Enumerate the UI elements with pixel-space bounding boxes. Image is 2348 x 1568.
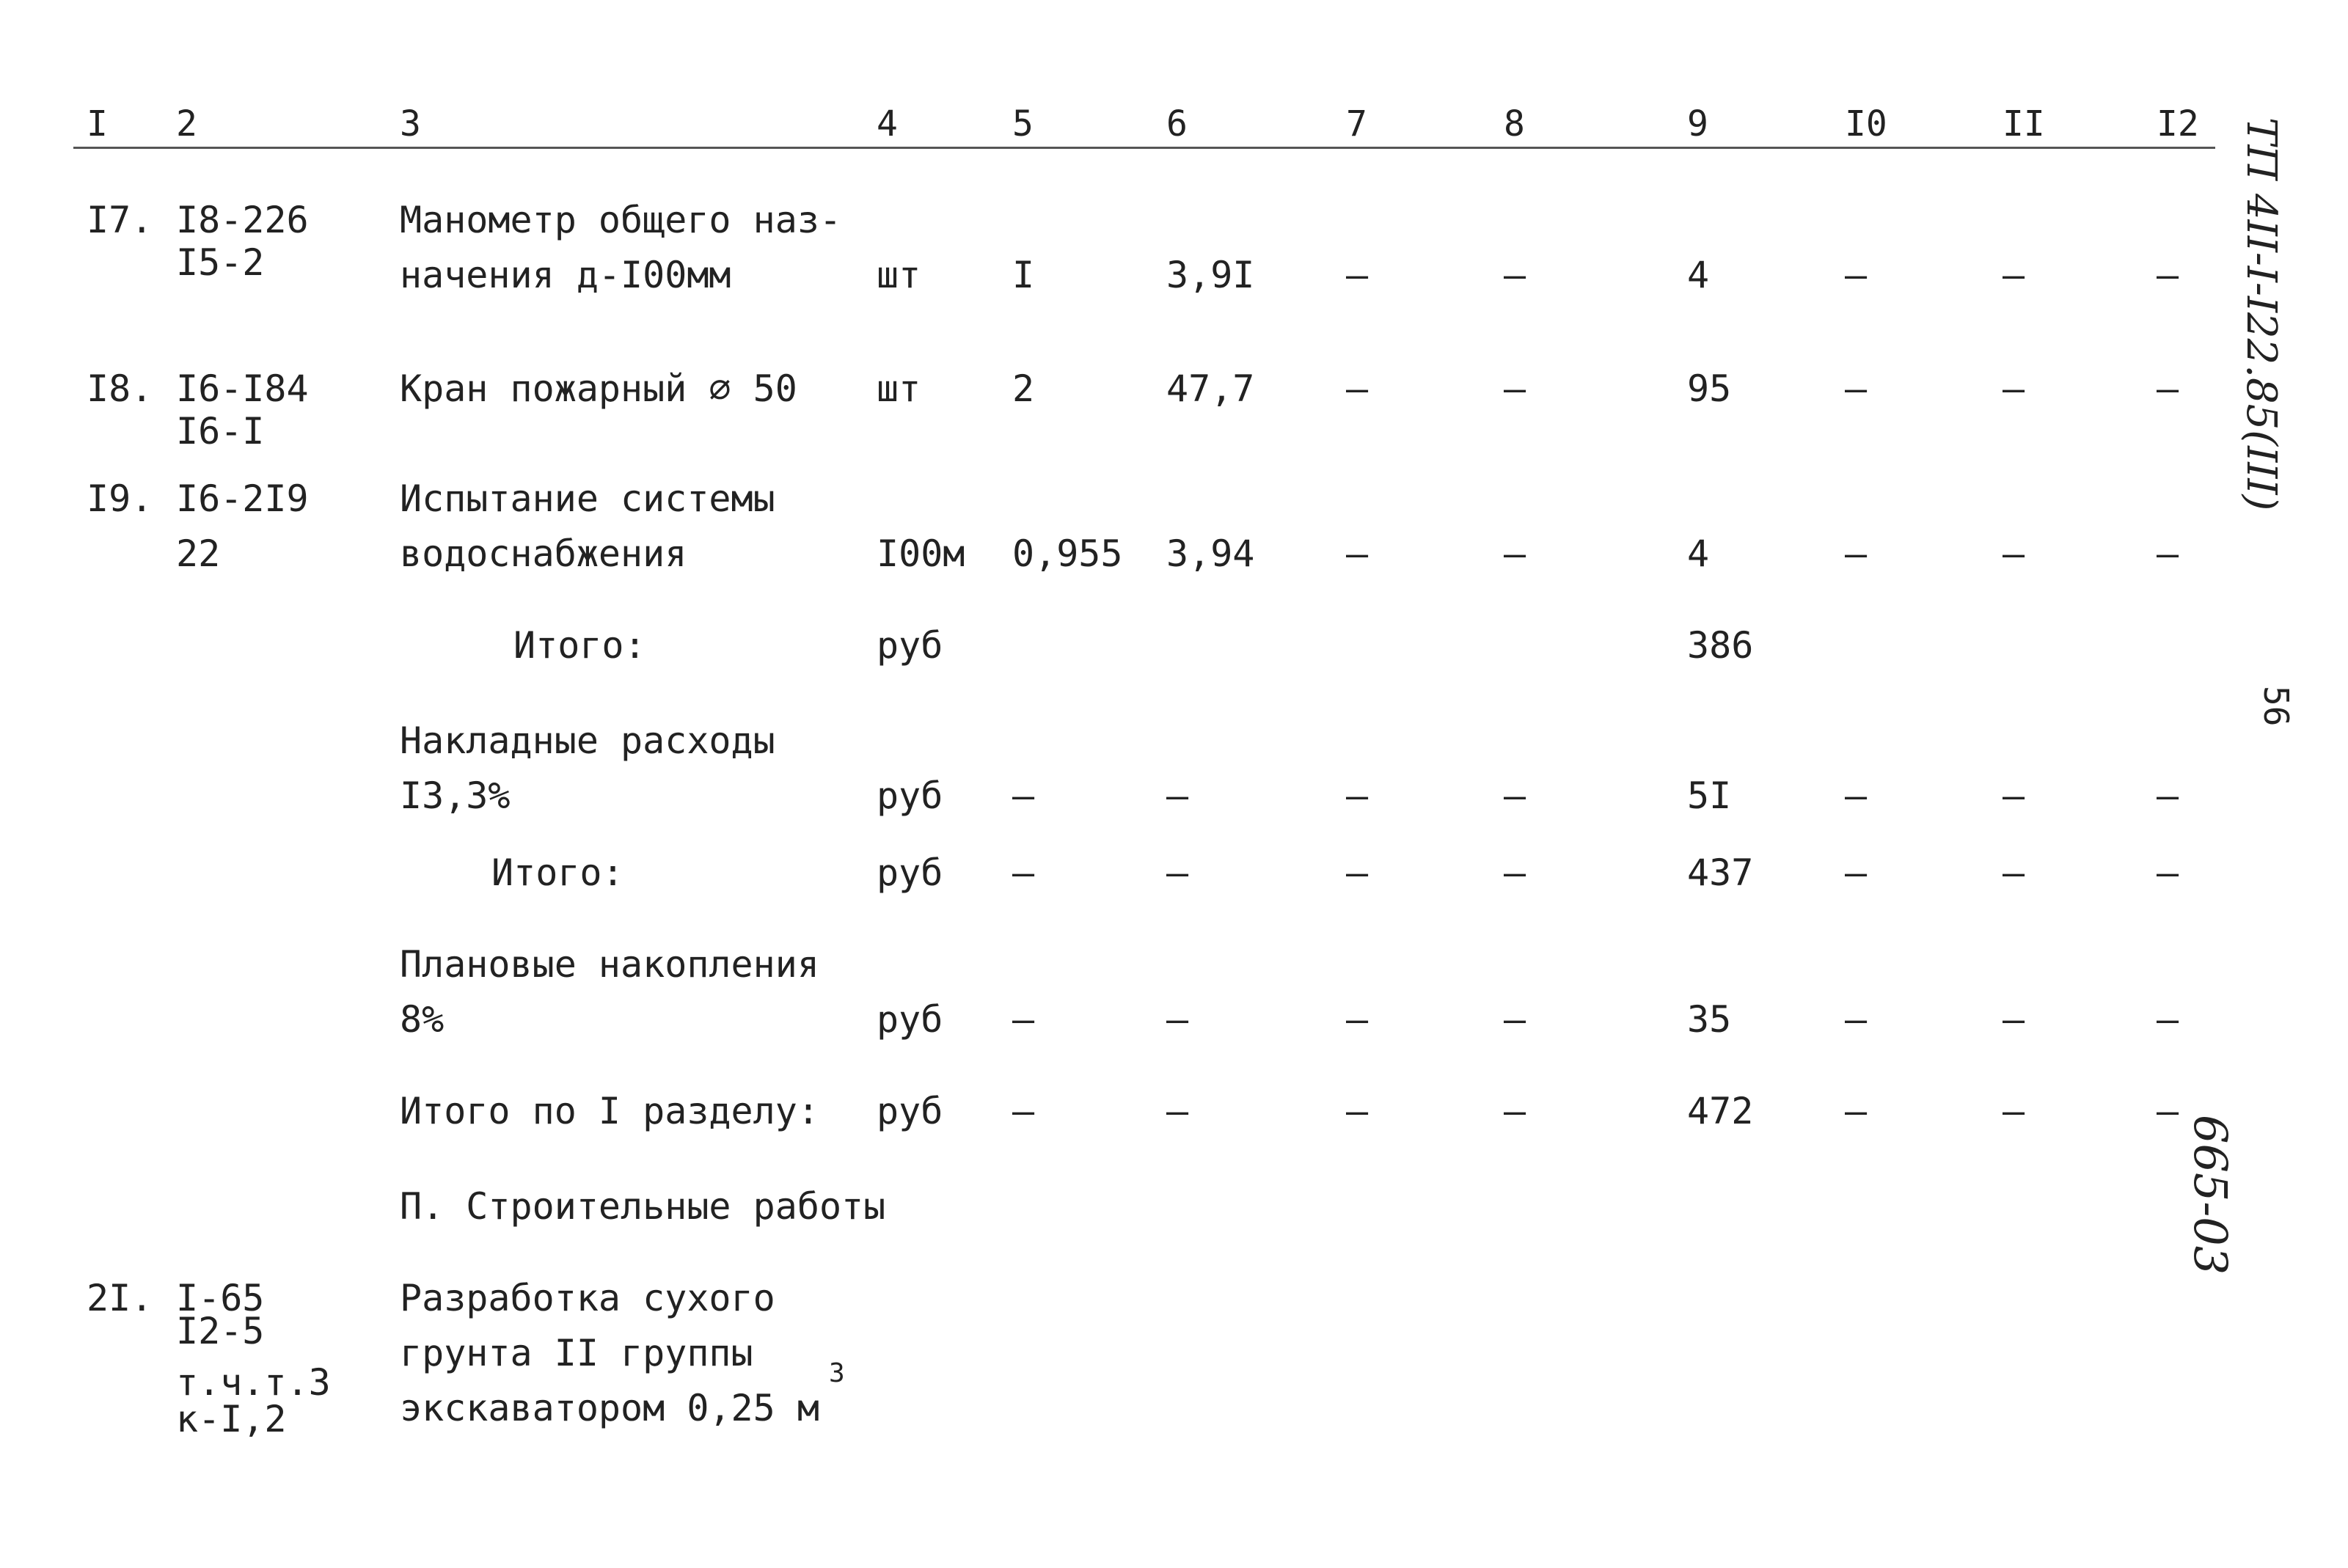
- section-title: П. Строительные работы: [400, 1185, 886, 1228]
- row-name: начения д-I00мм: [400, 254, 731, 296]
- planned-savings-col12: –: [2157, 998, 2179, 1041]
- row-col9: 4: [1687, 254, 1710, 296]
- row-name: Кран пожарный ⌀ 50: [400, 367, 797, 410]
- row-col8: –: [1504, 254, 1526, 296]
- row-col9: 95: [1687, 367, 1732, 410]
- row-col10: –: [1845, 254, 1868, 296]
- row-col11: –: [2003, 532, 2025, 575]
- section-total-col10: –: [1845, 1090, 1868, 1132]
- section-total-col8: –: [1504, 1090, 1526, 1132]
- subtotal-unit: руб: [877, 624, 943, 667]
- row-number: I9.: [87, 477, 153, 520]
- row-col7: –: [1346, 254, 1369, 296]
- header-col-8: 8: [1504, 103, 1525, 144]
- planned-savings-col11: –: [2003, 998, 2025, 1041]
- row-col12: –: [2157, 254, 2179, 296]
- row-col8: –: [1504, 367, 1526, 410]
- row-code: т.ч.т.3: [176, 1361, 331, 1404]
- row-name: водоснабжения: [400, 532, 687, 575]
- row-code: I5-2: [176, 241, 265, 284]
- row-code: I6-I84: [176, 367, 309, 410]
- row-number: I7.: [87, 199, 153, 241]
- overhead-col5: –: [1012, 774, 1035, 817]
- row-col12: –: [2157, 367, 2179, 410]
- planned-savings-col9: 35: [1687, 998, 1732, 1041]
- planned-savings-col5: –: [1012, 998, 1035, 1041]
- header-col-1: I: [87, 103, 108, 144]
- section-total-unit: руб: [877, 1090, 943, 1132]
- header-col-9: 9: [1687, 103, 1708, 144]
- section-total-col6: –: [1166, 1090, 1189, 1132]
- row-name: экскаватором 0,25 м: [400, 1387, 819, 1429]
- overhead-unit: руб: [877, 774, 943, 817]
- section-total-col7: –: [1346, 1090, 1369, 1132]
- row-name: Испытание системы: [400, 477, 775, 520]
- subtotal-col5: –: [1012, 851, 1035, 894]
- planned-savings-col10: –: [1845, 998, 1868, 1041]
- row-code: к-I,2: [176, 1398, 287, 1440]
- row-col11: –: [2003, 254, 2025, 296]
- section-total-col11: –: [2003, 1090, 2025, 1132]
- overhead-col10: –: [1845, 774, 1868, 817]
- overhead-col11: –: [2003, 774, 2025, 817]
- subtotal-col12: –: [2157, 851, 2179, 894]
- row-name: Разработка сухого: [400, 1277, 775, 1319]
- header-col-3: 3: [400, 103, 421, 144]
- row-price: 47,7: [1166, 367, 1255, 410]
- row-unit: шт: [877, 367, 921, 410]
- planned-savings-col6: –: [1166, 998, 1189, 1041]
- row-code: I6-I: [176, 410, 265, 453]
- header-col-12: I2: [2157, 103, 2199, 144]
- subtotal-col9: 437: [1687, 851, 1754, 894]
- subtotal-col8: –: [1504, 851, 1526, 894]
- document-code: ТП 4II-I-I22.85(III): [2237, 117, 2285, 511]
- row-code: I2-5: [176, 1310, 265, 1352]
- overhead-col8: –: [1504, 774, 1526, 817]
- planned-savings-col7: –: [1346, 998, 1369, 1041]
- header-col-2: 2: [176, 103, 197, 144]
- planned-savings-label: Плановые накопления: [400, 943, 819, 986]
- subtotal-unit: руб: [877, 851, 943, 894]
- row-code: I8-226: [176, 199, 309, 241]
- row-col12: –: [2157, 532, 2179, 575]
- row-qty: 2: [1012, 367, 1035, 410]
- subtotal-label: Итого:: [491, 851, 624, 894]
- header-col-4: 4: [877, 103, 898, 144]
- row-unit: I00м: [877, 532, 965, 575]
- row-price: 3,94: [1166, 532, 1255, 575]
- subtotal-label: Итого:: [513, 624, 646, 667]
- subtotal-col7: –: [1346, 851, 1369, 894]
- overhead-col9: 5I: [1687, 774, 1732, 817]
- row-price: 3,9I: [1166, 254, 1255, 296]
- subtotal-col9: 386: [1687, 624, 1754, 667]
- header-col-11: II: [2003, 103, 2045, 144]
- section-total-col9: 472: [1687, 1090, 1754, 1132]
- section-total-col12: –: [2157, 1090, 2179, 1132]
- row-qty: 0,955: [1012, 532, 1123, 575]
- planned-savings-unit: руб: [877, 998, 943, 1041]
- row-code: I6-2I9: [176, 477, 309, 520]
- header-col-5: 5: [1012, 103, 1034, 144]
- overhead-col12: –: [2157, 774, 2179, 817]
- subtotal-col6: –: [1166, 851, 1189, 894]
- page-number: 56: [2256, 686, 2296, 727]
- header-col-6: 6: [1166, 103, 1188, 144]
- section-total-col5: –: [1012, 1090, 1035, 1132]
- row-col7: –: [1346, 367, 1369, 410]
- row-col10: –: [1845, 367, 1868, 410]
- row-name: грунта II группы: [400, 1332, 753, 1374]
- planned-savings-col8: –: [1504, 998, 1526, 1041]
- row-col9: 4: [1687, 532, 1710, 575]
- overhead-col7: –: [1346, 774, 1369, 817]
- row-col8: –: [1504, 532, 1526, 575]
- row-code: I-65: [176, 1277, 265, 1319]
- row-number: 2I.: [87, 1277, 153, 1319]
- overhead-col6: –: [1166, 774, 1189, 817]
- header-rule: [73, 147, 2215, 149]
- subtotal-col10: –: [1845, 851, 1868, 894]
- header-col-10: I0: [1845, 103, 1887, 144]
- row-col10: –: [1845, 532, 1868, 575]
- header-col-7: 7: [1346, 103, 1367, 144]
- row-col11: –: [2003, 367, 2025, 410]
- row-name: Манометр общего наз-: [400, 199, 842, 241]
- overhead-label: Накладные расходы: [400, 719, 775, 762]
- stamp-number: 665-03: [2184, 1115, 2237, 1275]
- superscript-cubed: 3: [829, 1358, 845, 1388]
- overhead-percent: I3,3%: [400, 774, 511, 817]
- row-qty: I: [1012, 254, 1035, 296]
- section-total-label: Итого по I разделу:: [400, 1090, 819, 1132]
- planned-savings-percent: 8%: [400, 998, 445, 1041]
- row-col7: –: [1346, 532, 1369, 575]
- row-unit: шт: [877, 254, 921, 296]
- subtotal-col11: –: [2003, 851, 2025, 894]
- row-number: I8.: [87, 367, 153, 410]
- row-code: 22: [176, 532, 221, 575]
